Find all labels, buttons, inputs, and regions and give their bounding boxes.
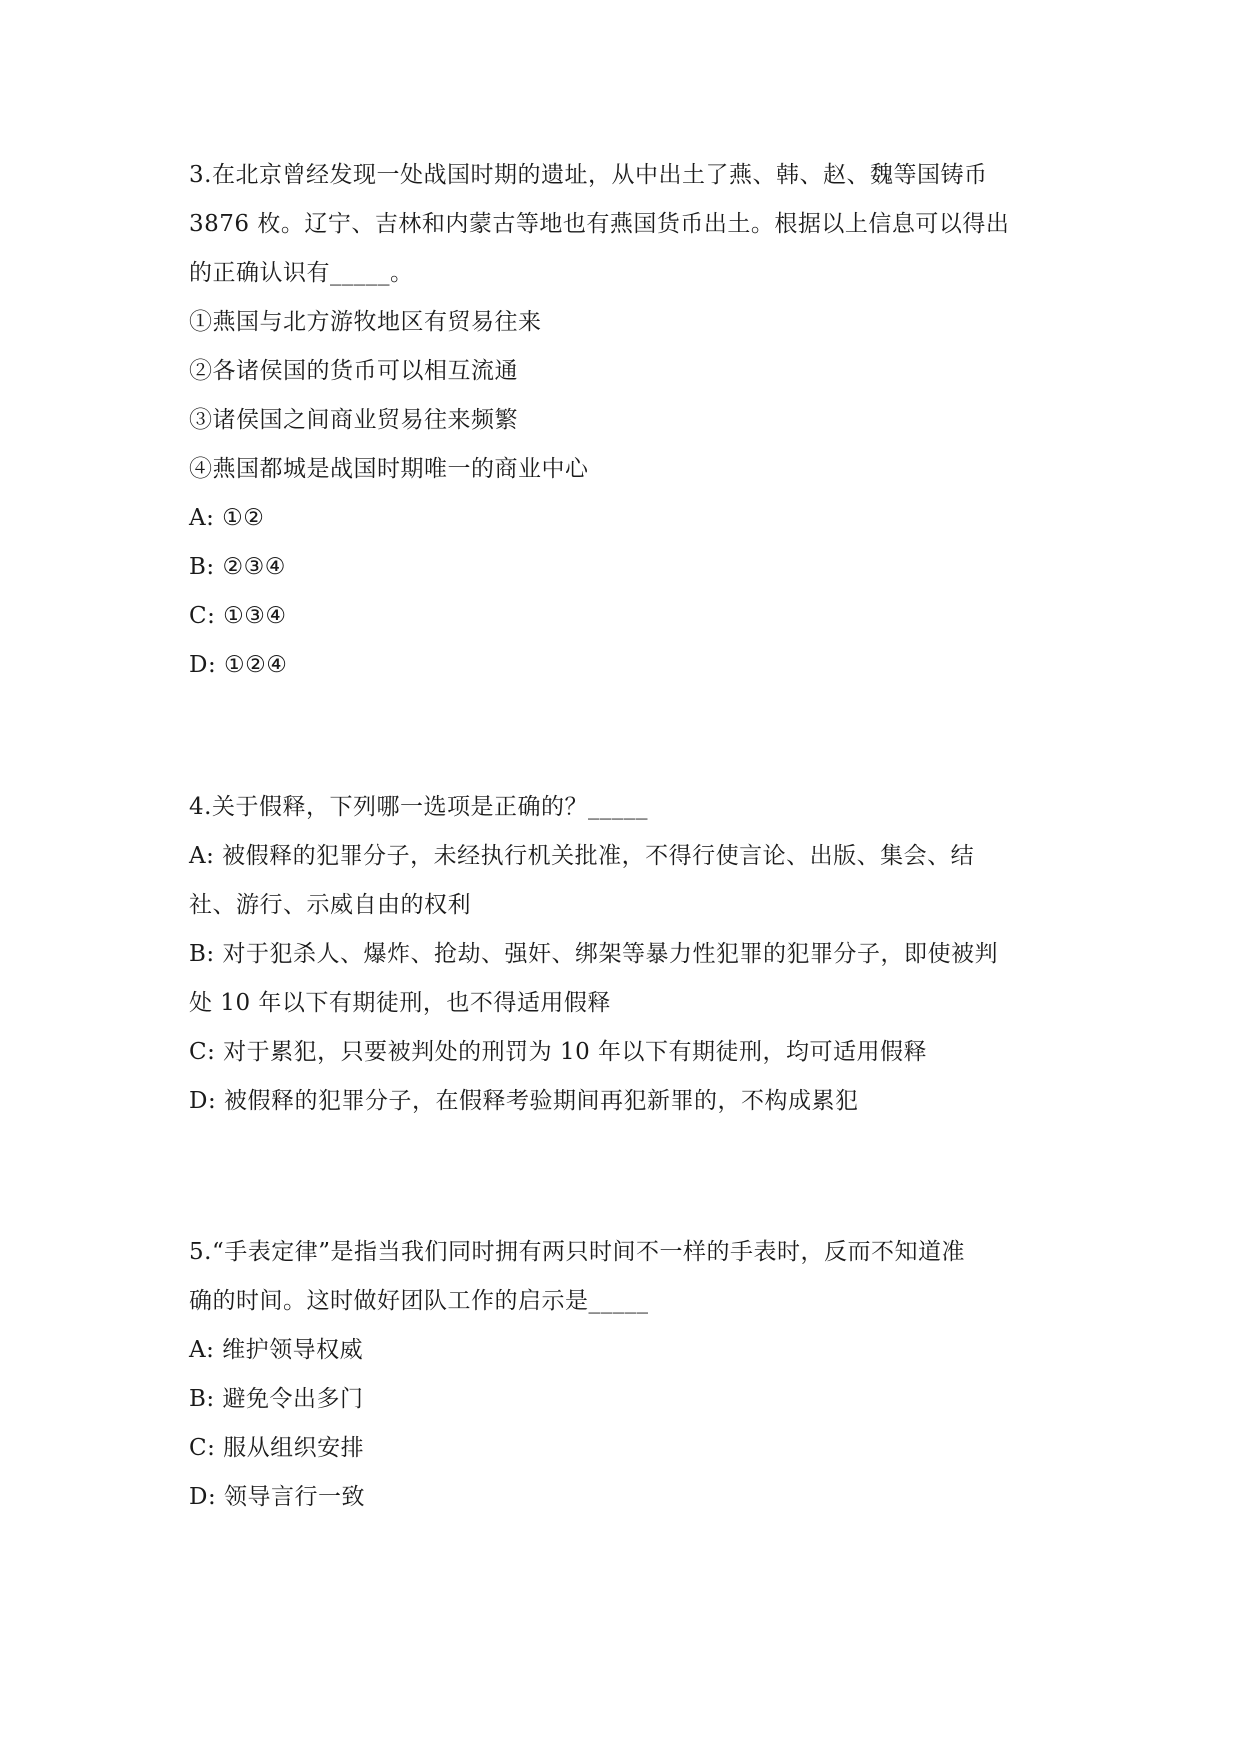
- option-b: B: 避免令出多门: [189, 1386, 364, 1412]
- option-a: A: ①②: [189, 505, 265, 531]
- question-stem-line: 的正确认识有_____。: [189, 260, 414, 286]
- statement-3: ③诸侯国之间商业贸易往来频繁: [189, 407, 518, 433]
- question-stem-line: 5.“手表定律”是指当我们同时拥有两只时间不一样的手表时，反而不知道准: [189, 1239, 965, 1265]
- option-a: A: 被假释的犯罪分子，未经执行机关批准，不得行使言论、出版、集会、结: [189, 843, 975, 869]
- option-b-continued: 处 10 年以下有期徒刑，也不得适用假释: [189, 990, 611, 1016]
- question-3: [189, 151, 1069, 690]
- option-c: C: ①③④: [189, 603, 287, 629]
- question-5: [189, 1228, 1069, 1522]
- statement-4: ④燕国都城是战国时期唯一的商业中心: [189, 456, 589, 482]
- question-stem-line: 4.关于假释，下列哪一选项是正确的？_____: [189, 794, 648, 820]
- option-d: D: ①②④: [189, 652, 288, 678]
- option-a: A: 维护领导权威: [189, 1337, 364, 1363]
- statement-1: ①燕国与北方游牧地区有贸易往来: [189, 309, 542, 335]
- question-4: [189, 783, 1069, 1126]
- option-c: C: 服从组织安排: [189, 1435, 365, 1461]
- option-a-continued: 社、游行、示威自由的权利: [189, 892, 471, 918]
- option-b: B: 对于犯杀人、爆炸、抢劫、强奸、绑架等暴力性犯罪的犯罪分子，即使被判: [189, 941, 998, 967]
- option-c: C: 对于累犯，只要被判处的刑罚为 10 年以下有期徒刑，均可适用假释: [189, 1039, 928, 1065]
- question-stem-line: 3876 枚。辽宁、吉林和内蒙古等地也有燕国货币出土。根据以上信息可以得出: [189, 211, 1010, 237]
- statement-2: ②各诸侯国的货币可以相互流通: [189, 358, 518, 384]
- option-d: D: 被假释的犯罪分子，在假释考验期间再犯新罪的，不构成累犯: [189, 1088, 859, 1114]
- question-stem-line: 确的时间。这时做好团队工作的启示是_____: [189, 1288, 649, 1314]
- option-b: B: ②③④: [189, 554, 286, 580]
- option-d: D: 领导言行一致: [189, 1484, 366, 1510]
- question-stem-line: 3.在北京曾经发现一处战国时期的遗址，从中出土了燕、韩、赵、魏等国铸币: [189, 162, 988, 188]
